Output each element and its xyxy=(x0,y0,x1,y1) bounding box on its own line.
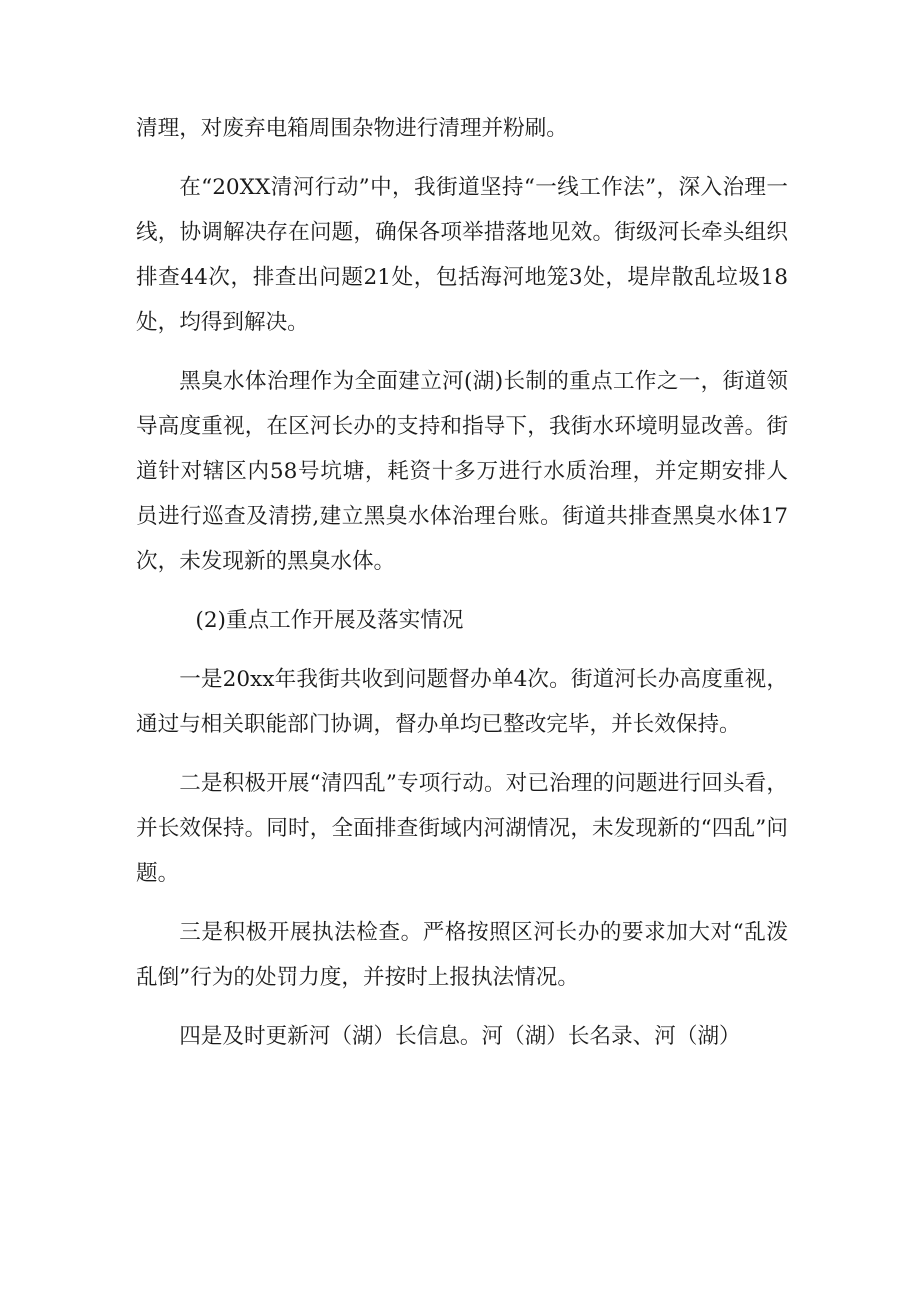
document-body xyxy=(136,106,788,1073)
paragraph-black-odorous-water: 黑臭水体治理作为全面建立河(湖)长制的重点工作之一，街道领导高度重视，在区河长办的支持和指导下，我街水环境明显改善。街道针对辖区内58号坑塘，耗资十多万进行水质治理，并定期安排人员进行巡查及清捞,建立黑臭水体治理台账。街道共排查黑臭水体17次，未发现新的黑臭水体。 xyxy=(136,369,788,574)
section-heading: (2)重点工作开展及落实情况 xyxy=(195,608,464,633)
paragraph-item-four: 四是及时更新河（湖）长信息。河（湖）长名录、河（湖） xyxy=(179,1024,741,1049)
paragraph-item-three: 三是积极开展执法检查。严格按照区河长办的要求加大对“乱泼乱倒”行为的处罚力度，并按时上报执法情况。 xyxy=(136,920,788,990)
paragraph-item-two: 二是积极开展“清四乱”专项行动。对已治理的问题进行回头看，并长效保持。同时，全面排查街域内河湖情况，未发现新的“四乱”问题。 xyxy=(136,771,788,886)
paragraph-cleanup: 清理，对废弃电箱周围杂物进行清理并粉刷。 xyxy=(136,116,568,141)
paragraph-item-one: 一是20xx年我街共收到问题督办单4次。街道河长办高度重视，通过与相关职能部门协调，督办单均已整改完毕，并长效保持。 xyxy=(136,667,788,737)
paragraph-river-action: 在“20XX清河行动”中，我街道坚持“一线工作法”，深入治理一线，协调解决存在问题，确保各项举措落地见效。街级河长牵头组织排查44次，排查出问题21处，包括海河地笼3处，堤岸散乱垃圾18处，均得到解决。 xyxy=(136,175,788,335)
